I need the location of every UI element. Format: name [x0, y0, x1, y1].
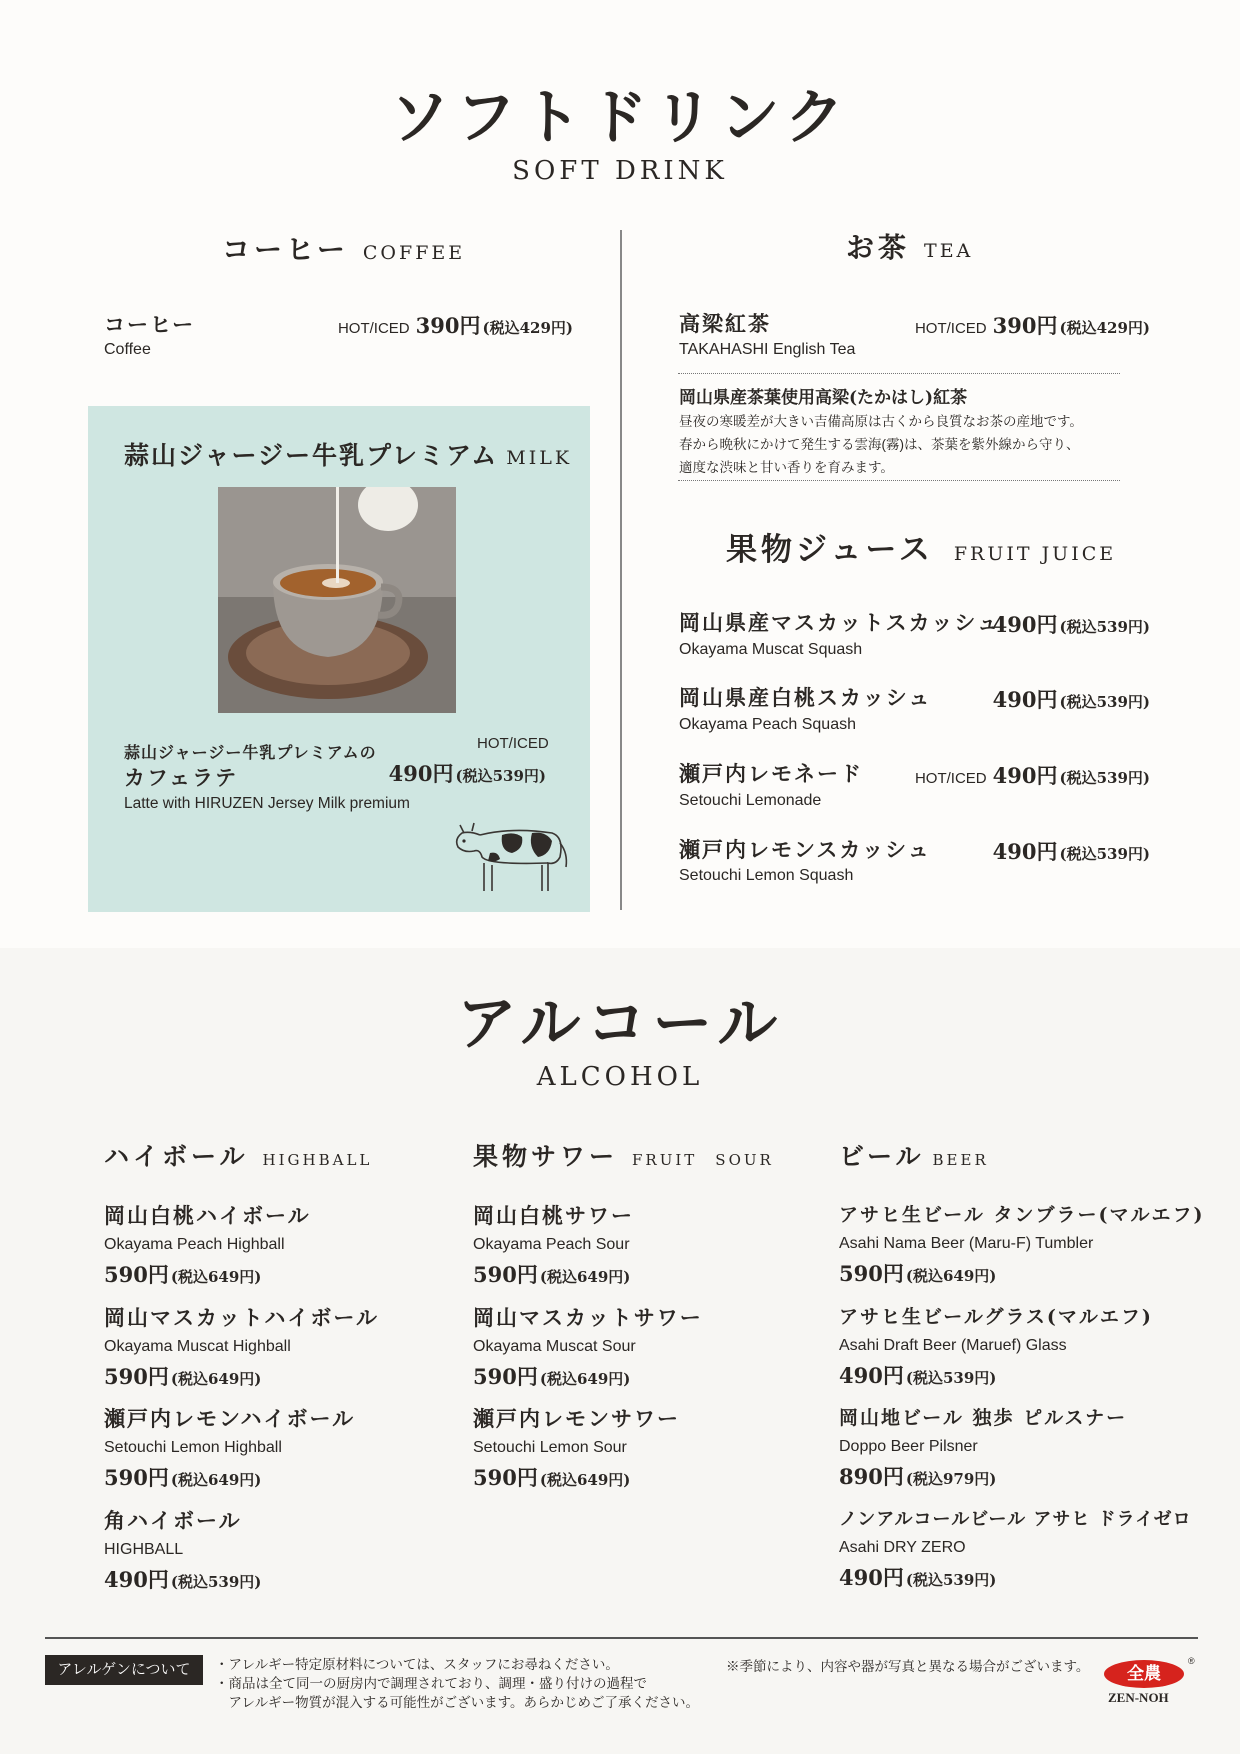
highball-price-value: 590円: [104, 1364, 169, 1389]
highball-item-name: 岡山マスカットハイボール: [104, 1305, 379, 1330]
juice-item-name: 岡山県産マスカットスカッシュ: [679, 610, 1000, 635]
sour-price-tax: (税込649円): [539, 1370, 631, 1388]
sour-price-value: 590円: [473, 1465, 538, 1490]
juice-price-tax: (税込539円): [1059, 845, 1150, 863]
beer-price-tax: (税込539円): [905, 1369, 997, 1387]
alcohol-title: アルコール: [456, 989, 784, 1059]
sour-heading-en: FRUIT SOUR: [632, 1151, 774, 1169]
zen-noh-logo-text: ZEN-NOH: [1108, 1690, 1169, 1705]
highball-price-tax: (税込539円): [170, 1573, 262, 1591]
sour-item-price: [473, 1462, 680, 1492]
beer-price-value: 890円: [839, 1464, 904, 1489]
milk-hot-iced: HOT/ICED: [477, 735, 549, 752]
highball-item-price: [104, 1259, 311, 1289]
milk-item-line1: 蒜山ジャージー牛乳プレミアムの: [124, 743, 377, 762]
tea-price-tax: (税込429円): [1059, 319, 1150, 337]
allergen-note-line: ・アレルギー特定原材料については、スタッフにお尋ねください。: [215, 1657, 619, 1672]
juice-item-price: [915, 760, 1150, 790]
highball-price-tax: (税込649円): [170, 1370, 262, 1388]
tea-note-body: [679, 410, 1083, 479]
beer-item-name: 岡山地ビール 独歩 ピルスナー: [839, 1407, 1128, 1429]
juice-item-price: [993, 609, 1150, 639]
tea-heading-jp: お茶: [846, 231, 911, 264]
sour-item-en: Okayama Peach Sour: [473, 1236, 630, 1253]
beer-item: [839, 1505, 1192, 1592]
coffee-heading: [222, 228, 465, 268]
highball-price-tax: (税込649円): [170, 1268, 262, 1286]
milk-heading: [124, 436, 572, 472]
tea-hot-iced: HOT/ICED: [914, 320, 987, 337]
coffee-item-en: Coffee: [104, 341, 151, 358]
coffee-item-name: コーヒー: [104, 312, 196, 337]
highball-price-value: 590円: [104, 1262, 169, 1287]
sour-item: [473, 1200, 634, 1289]
juice-item-name: 岡山県産白桃スカッシュ: [679, 685, 932, 710]
beer-item-price: [839, 1562, 1192, 1592]
juice-item-en: Setouchi Lemon Squash: [679, 867, 854, 884]
milk-price-tax: (税込539円): [455, 767, 546, 785]
beer-price-tax: (税込539円): [905, 1571, 997, 1589]
highball-item-en: Okayama Muscat Highball: [104, 1338, 291, 1355]
milk-heading-jp: 蒜山ジャージー牛乳プレミアム: [124, 441, 499, 470]
sour-price-tax: (税込649円): [539, 1471, 631, 1489]
column-divider: [620, 230, 622, 910]
coffee-price-value: 390円: [415, 313, 481, 338]
beer-item: [839, 1403, 1127, 1491]
beer-item-name: アサヒ生ビールグラス(マルエフ): [839, 1306, 1153, 1328]
juice-item-en: Okayama Peach Squash: [679, 716, 856, 733]
beer-heading-jp: ビール: [839, 1142, 925, 1171]
highball-item-name: 角ハイボール: [104, 1508, 242, 1533]
beer-item-en: Asahi Draft Beer (Maruef) Glass: [839, 1337, 1067, 1354]
beer-item-en: Asahi Nama Beer (Maru-F) Tumbler: [839, 1235, 1094, 1252]
beer-price-value: 590円: [839, 1261, 904, 1286]
milk-heading-en: MILK: [506, 447, 573, 469]
milk-item-line2: カフェラテ: [124, 765, 238, 790]
beer-price-tax: (税込649円): [905, 1267, 997, 1285]
tea-item-en: TAKAHASHI English Tea: [679, 341, 856, 358]
milk-price-value: 490円: [388, 761, 454, 786]
footer-divider: [45, 1637, 1198, 1639]
highball-heading-jp: ハイボール: [104, 1142, 249, 1171]
tea-note-line: 適度な渋味と甘い香りを育みます。: [679, 460, 894, 475]
highball-price-value: 590円: [104, 1465, 169, 1490]
sour-item-name: 瀬戸内レモンサワー: [473, 1406, 680, 1431]
beer-item-name: アサヒ生ビール タンブラー(マルエフ): [839, 1204, 1205, 1226]
juice-item-price: [993, 836, 1150, 866]
cow-illustration: [452, 813, 574, 901]
beer-item-price: [839, 1461, 1127, 1491]
juice-price-tax: (税込539円): [1059, 618, 1150, 636]
highball-item-price: [104, 1462, 355, 1492]
highball-item: [104, 1200, 311, 1289]
beer-price-value: 490円: [839, 1565, 904, 1590]
juice-price-value: 490円: [992, 612, 1058, 637]
beer-item: [839, 1302, 1153, 1390]
juice-item-en: Okayama Muscat Squash: [679, 641, 863, 658]
highball-item-en: Okayama Peach Highball: [104, 1236, 285, 1253]
milk-item-en: Latte with HIRUZEN Jersey Milk premium: [124, 795, 410, 812]
highball-heading: [104, 1137, 372, 1173]
sour-item: [473, 1403, 680, 1492]
tea-heading-en: TEA: [924, 240, 974, 262]
juice-price-tax: (税込539円): [1059, 693, 1150, 711]
juice-heading-jp: 果物ジュース: [726, 532, 934, 568]
highball-item: [104, 1302, 379, 1391]
beer-price-value: 490円: [839, 1363, 904, 1388]
sour-item: [473, 1302, 703, 1391]
highball-item-name: 瀬戸内レモンハイボール: [104, 1406, 356, 1431]
zen-noh-logo-mark: 全農: [1104, 1660, 1184, 1688]
highball-item-price: [104, 1564, 261, 1594]
juice-price-value: 490円: [992, 687, 1058, 712]
cafe-latte-photo: [218, 487, 456, 713]
juice-price-value: 490円: [992, 839, 1058, 864]
juice-price-value: 490円: [992, 763, 1058, 788]
juice-item-name: 瀬戸内レモネード: [679, 761, 863, 786]
juice-item-price: [993, 684, 1150, 714]
season-note: ※季節により、内容や器が写真と異なる場合がございます。: [726, 1659, 1090, 1674]
highball-item: [104, 1505, 261, 1594]
soft-drink-subtitle: SOFT DRINK: [512, 156, 728, 186]
beer-price-tax: (税込979円): [905, 1470, 997, 1488]
sour-item-name: 岡山白桃サワー: [473, 1203, 634, 1228]
beer-heading-en: BEER: [932, 1151, 989, 1169]
highball-item-name: 岡山白桃ハイボール: [104, 1203, 311, 1228]
sour-item-price: [473, 1361, 703, 1391]
allergen-notes: [215, 1655, 699, 1712]
sour-item-name: 岡山マスカットサワー: [473, 1305, 703, 1330]
highball-item: [104, 1403, 355, 1492]
allergen-note-line: アレルギー物質が混入する可能性がございます。あらかじめご了承ください。: [215, 1695, 700, 1710]
milk-price: [389, 758, 546, 788]
coffee-price-tax: (税込429円): [482, 319, 573, 337]
beer-item-price: [839, 1360, 1153, 1390]
tea-note-line: 春から晩秋にかけて発生する雲海(霧)は、茶葉を紫外線から守り、: [679, 437, 1080, 452]
sour-item-price: [473, 1259, 634, 1289]
highball-item-en: Setouchi Lemon Highball: [104, 1439, 282, 1456]
juice-item-name: 瀬戸内レモンスカッシュ: [679, 837, 931, 862]
highball-item-price: [104, 1361, 379, 1391]
tea-heading: [846, 226, 973, 266]
sour-item-en: Setouchi Lemon Sour: [473, 1439, 627, 1456]
highball-price-tax: (税込649円): [170, 1471, 262, 1489]
coffee-hot-iced: HOT/ICED: [337, 320, 410, 337]
sour-heading-jp: 果物サワー: [473, 1142, 619, 1171]
sour-price-tax: (税込649円): [539, 1268, 631, 1286]
juice-hot-iced: HOT/ICED: [914, 770, 987, 787]
highball-item-en: HIGHBALL: [104, 1541, 184, 1558]
juice-item-en: Setouchi Lemonade: [679, 792, 822, 809]
beer-item-en: Asahi DRY ZERO: [839, 1539, 966, 1556]
allergen-label: アレルゲンについて: [45, 1655, 203, 1685]
highball-heading-en: HIGHBALL: [262, 1151, 373, 1169]
sour-item-en: Okayama Muscat Sour: [473, 1338, 636, 1355]
juice-heading-en: FRUIT JUICE: [953, 543, 1117, 565]
soft-drink-title: ソフトドリンク: [389, 83, 851, 153]
juice-price-tax: (税込539円): [1059, 769, 1150, 787]
tea-price-value: 390円: [992, 313, 1058, 338]
juice-heading: [726, 524, 1116, 569]
sour-heading: [473, 1137, 774, 1173]
sour-price-value: 590円: [473, 1364, 538, 1389]
highball-price-value: 490円: [104, 1567, 169, 1592]
beer-item: [839, 1200, 1204, 1288]
zen-noh-logo: [1102, 1656, 1198, 1706]
registered-mark: ®: [1188, 1656, 1195, 1666]
beer-item-price: [839, 1258, 1204, 1288]
coffee-price: [338, 310, 573, 340]
coffee-heading-en: COFFEE: [362, 242, 466, 264]
sour-price-value: 590円: [473, 1262, 538, 1287]
beer-item-en: Doppo Beer Pilsner: [839, 1438, 978, 1455]
beer-item-name: ノンアルコールビール アサヒ ドライゼロ: [839, 1509, 1192, 1530]
allergen-note-line: ・商品は全て同一の厨房内で調理されており、調理・盛り付けの過程で: [215, 1676, 647, 1691]
tea-note-line: 昼夜の寒暖差が大きい吉備高原は古くから良質なお茶の産地です。: [679, 414, 1083, 429]
alcohol-subtitle: ALCOHOL: [536, 1062, 704, 1092]
tea-item-name: 高梁紅茶: [679, 311, 771, 336]
tea-note-title: 岡山県産茶葉使用高梁(たかはし)紅茶: [679, 388, 968, 408]
coffee-heading-jp: コーヒー: [222, 233, 349, 266]
beer-heading: [839, 1137, 989, 1173]
tea-price: [915, 310, 1150, 340]
